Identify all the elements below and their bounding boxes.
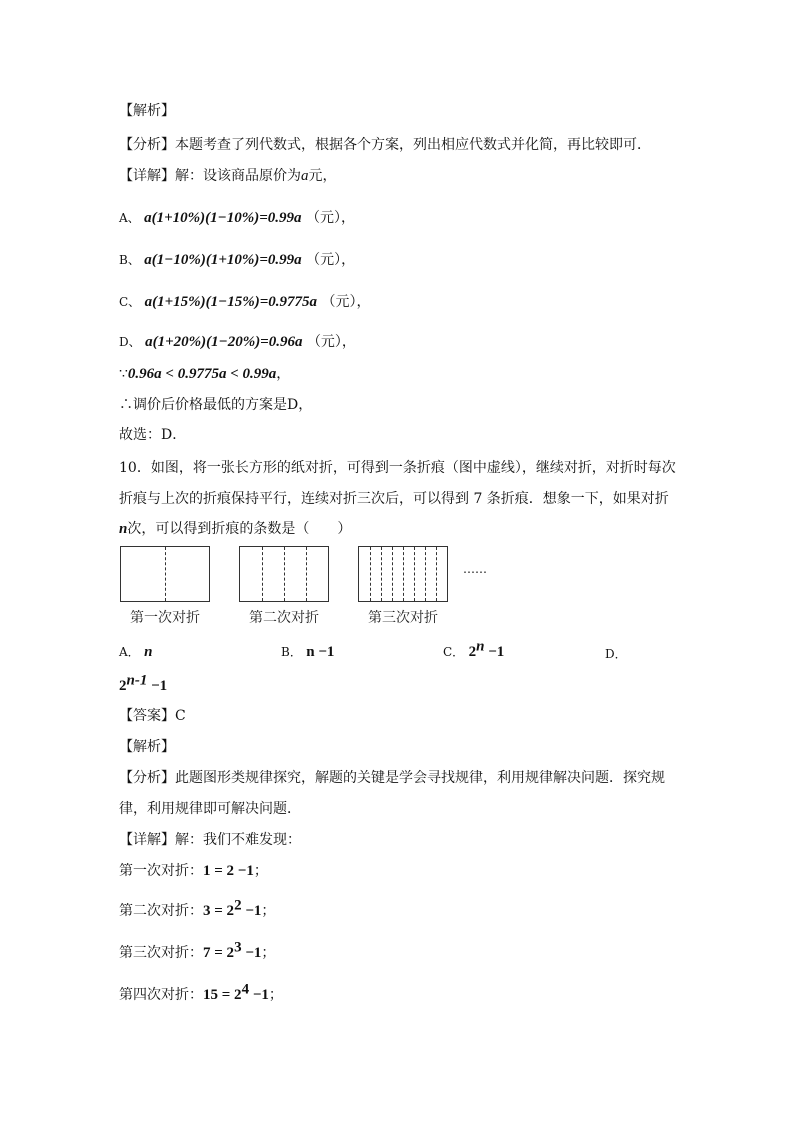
fold-line bbox=[425, 547, 426, 601]
variable-n: n bbox=[119, 521, 128, 537]
formula: a(1+10%)(1−10%)=0.99a bbox=[144, 210, 302, 226]
choice-d-label bbox=[605, 644, 627, 664]
step-label: 第一次对折： bbox=[119, 863, 203, 879]
unit: （元）， bbox=[305, 210, 355, 226]
unit: （元）， bbox=[321, 294, 371, 310]
option-c-calc bbox=[119, 292, 371, 312]
step-end: ； bbox=[261, 945, 276, 961]
step-3 bbox=[119, 939, 276, 963]
question10-line2: 折痕与上次的折痕保持平行，连续对折三次后，可以得到 7 条折痕．想象一下，如果对折 bbox=[119, 491, 669, 507]
choice-exponent: n bbox=[476, 638, 485, 655]
step-formula: 3 = 2 bbox=[203, 903, 235, 919]
inequality: 0.96a < 0.9775a < 0.99a bbox=[127, 366, 277, 382]
fold-line bbox=[306, 547, 307, 601]
because-line bbox=[119, 364, 290, 384]
fold-line bbox=[165, 547, 166, 601]
figure-ellipsis: …… bbox=[463, 562, 487, 576]
formula: a(1+15%)(1−15%)=0.9775a bbox=[144, 294, 318, 310]
choice-a bbox=[119, 642, 152, 662]
step-end: ； bbox=[261, 903, 276, 919]
answer-line: 【答案】C bbox=[119, 708, 186, 724]
option-label: B、 bbox=[119, 253, 140, 267]
answer-detail: 【详解】解：我们不难发现： bbox=[119, 832, 301, 848]
option-d-calc bbox=[119, 332, 356, 352]
choice-label: C． bbox=[443, 645, 465, 659]
step-end: ； bbox=[268, 987, 283, 1003]
step-4 bbox=[119, 981, 283, 1005]
step-formula: 1 = 2 −1 bbox=[203, 863, 254, 879]
because-symbol: ∵ bbox=[119, 366, 128, 382]
choose-line: 故选：D． bbox=[119, 427, 187, 443]
step-formula: 7 = 2 bbox=[203, 945, 235, 961]
choice-b bbox=[281, 642, 334, 662]
step-formula: 15 = 2 bbox=[203, 987, 242, 1003]
choice-expr: n bbox=[144, 644, 153, 660]
unit: （元）， bbox=[306, 252, 356, 268]
choice-base: 2 bbox=[119, 678, 127, 694]
caption-second-fold: 第二次对折 bbox=[249, 610, 319, 626]
fold-figure-3 bbox=[358, 546, 448, 602]
variable-a: a bbox=[301, 168, 309, 184]
step-tail: −1 bbox=[241, 903, 262, 919]
fold-line bbox=[414, 547, 415, 601]
step-exponent: 4 bbox=[241, 981, 250, 998]
step-end: ； bbox=[253, 863, 268, 879]
choice-rest: −1 bbox=[484, 644, 505, 660]
step-tail: −1 bbox=[241, 945, 262, 961]
fold-figure-1 bbox=[120, 546, 210, 602]
step-exponent: 3 bbox=[234, 939, 242, 956]
jiexi-heading: 【解析】 bbox=[119, 103, 175, 119]
yuan-text: 元， bbox=[308, 168, 337, 184]
fold-line bbox=[436, 547, 437, 601]
step-tail: −1 bbox=[249, 987, 269, 1003]
therefore-line: ∴调价后价格最低的方案是D， bbox=[119, 397, 313, 413]
choice-d-expr bbox=[119, 672, 168, 696]
step-label: 第四次对折： bbox=[119, 987, 203, 1003]
step-label: 第二次对折： bbox=[119, 903, 203, 919]
choice-label: B． bbox=[281, 645, 302, 659]
detail-intro bbox=[119, 166, 337, 186]
choice-base: 2 bbox=[468, 644, 477, 660]
fold-line bbox=[370, 547, 371, 601]
detail-text: 【详解】解：设该商品原价为 bbox=[119, 168, 301, 184]
option-label: A、 bbox=[119, 211, 140, 225]
formula: a(1−10%)(1+10%)=0.99a bbox=[144, 252, 302, 268]
step-1 bbox=[119, 861, 268, 881]
option-label: D、 bbox=[119, 335, 141, 349]
answer-analysis-2: 律，利用规律即可解决问题． bbox=[119, 801, 301, 817]
question10-line1: 10．如图，将一张长方形的纸对折，可得到一条折痕（图中虚线），继续对折，对折时每次 bbox=[119, 460, 676, 476]
option-label: C、 bbox=[119, 295, 141, 309]
fold-figure-2 bbox=[239, 546, 329, 602]
caption-third-fold: 第三次对折 bbox=[368, 610, 438, 626]
choice-rest: −1 bbox=[147, 678, 168, 694]
step-exponent: 2 bbox=[234, 897, 242, 914]
formula: a(1+20%)(1−20%)=0.96a bbox=[145, 334, 303, 350]
option-b-calc bbox=[119, 250, 355, 270]
caption-first-fold: 第一次对折 bbox=[130, 610, 200, 626]
choice-c bbox=[443, 638, 505, 662]
step-label: 第三次对折： bbox=[119, 945, 203, 961]
unit: （元）， bbox=[306, 334, 356, 350]
fold-line bbox=[262, 547, 263, 601]
choice-label: A． bbox=[119, 645, 140, 659]
answer-analysis-1: 【分析】此题图形类规律探究，解题的关键是学会寻找规律，利用规律解决问题．探究规 bbox=[119, 770, 665, 786]
choice-label: D． bbox=[605, 647, 627, 661]
answer-jiexi: 【解析】 bbox=[119, 739, 175, 755]
question10-line3 bbox=[119, 519, 351, 539]
fold-line bbox=[284, 547, 285, 601]
choice-exponent: n-1 bbox=[126, 672, 148, 689]
fold-line bbox=[381, 547, 382, 601]
choice-expr: n −1 bbox=[306, 644, 335, 660]
analysis-paragraph: 【分析】本题考查了列代数式，根据各个方案，列出相应代数式并化简，再比较即可． bbox=[119, 137, 651, 153]
comma: ， bbox=[276, 366, 291, 382]
option-a-calc bbox=[119, 208, 355, 228]
fold-line bbox=[392, 547, 393, 601]
fold-line bbox=[403, 547, 404, 601]
line3-text: 次，可以得到折痕的条数是（ ） bbox=[127, 521, 352, 537]
step-2 bbox=[119, 897, 276, 921]
